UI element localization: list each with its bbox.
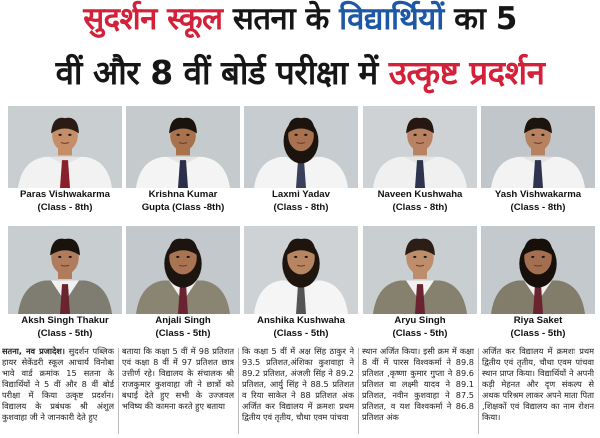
student-name: Laxmi Yadav	[272, 189, 330, 200]
article-body	[2, 346, 598, 438]
student-card	[481, 226, 595, 339]
article-dateline: सतना, नव प्रजादेश।	[2, 346, 65, 356]
column-divider	[478, 348, 479, 434]
column-divider	[358, 348, 359, 434]
headline-part: विद्यार्थियों	[339, 1, 455, 37]
student-class: (Class - 8th)	[37, 201, 93, 213]
student-card	[363, 106, 477, 213]
student-card	[244, 226, 358, 339]
headline-part: वीं और 8 वीं बोर्ड परीक्षा में	[55, 53, 389, 92]
student-class: Gupta (Class -8th)	[141, 201, 225, 213]
student-name: Anjali Singh	[155, 315, 211, 326]
student-photo	[244, 226, 358, 314]
article-column-2: बताया कि कक्षा 5 वीं में 98 प्रतिशत एवं कक्षा 8 वीं में 97 प्रतिशत छात्र उत्तीर्ण रहे। विद्यालय के संचालक श्री राजकुमार कुशवाहा जी ने छात्रों को बधाई देते हुए सभी के उज्जवल भविष्य की कामना करते हुए बताया	[122, 346, 234, 411]
student-photo	[126, 226, 240, 314]
headline-part: उत्कृष्ट प्रदर्शन	[388, 53, 545, 92]
student-class: (Class - 8th)	[392, 201, 448, 213]
article-column-3: कि कक्षा 5 वीं में अक्ष सिंह ठाकुर ने 93.5 प्रतिशत,अंशिका कुशवाहा ने 89.2 प्रतिशत, अंजली सिंह ने 89.2 प्रतिशत, आर्यु सिंह ने 88.5 प्रतिशत व रिया साकेत ने 88 प्रतिशत अंक अर्जित कर विद्यालय में क्रमशः प्रथम द्वितीय एवं तृतीय, चौथा एवम पांचवा	[242, 346, 354, 422]
article-column-1	[2, 346, 114, 438]
student-portrait-illustration	[8, 226, 122, 314]
student-portrait-illustration	[481, 106, 595, 188]
student-name: Krishna Kumar	[148, 189, 218, 200]
student-class: (Class - 5th)	[37, 327, 93, 339]
student-card	[8, 226, 122, 339]
student-portrait-illustration	[126, 226, 240, 314]
student-portrait-illustration	[244, 106, 358, 188]
headline-line-2	[0, 53, 600, 92]
student-portrait-illustration	[481, 226, 595, 314]
student-card	[126, 106, 240, 213]
student-class: (Class - 5th)	[273, 327, 329, 339]
student-portrait-illustration	[8, 106, 122, 188]
article-column-4: स्थान अर्जित किया। इसी क्रम में कक्षा 8 वीं में पारस विश्वकर्मा ने 89.8 प्रतिशत ,कृष्णा कुमार गुप्ता ने 89.6 प्रतिशत वा लक्ष्मी यादव ने 89.1 प्रतिशत, नवीन कुशवाहा ने 87.5 प्रतिशत, व यश विश्वकर्मा ने 86.8 प्रतिशत अंक	[362, 346, 474, 422]
student-portrait-illustration	[363, 226, 477, 314]
headline-line-1	[0, 1, 600, 37]
student-photo	[363, 106, 477, 188]
student-name: Anshika Kushwaha	[257, 315, 345, 326]
headline	[0, 0, 600, 104]
column-divider	[238, 348, 239, 434]
article-text: सुदर्शन पब्लिक हायर सेकेंडरी स्कूल आचार्य विनोबा भावे वार्ड क्रमांक 15 सतना के विद्यार्थियों ने 5 वीं और 8 वीं बोर्ड परीक्षा में किया उत्कृष्ट प्रदर्शन। विद्यालय के प्रबंधक श्री अंशुल कुशवाहा जी ने जानकारी देते हुए	[2, 346, 114, 422]
headline-part: का 5	[454, 1, 517, 37]
headline-part: सुदर्शन स्कूल	[83, 1, 233, 37]
student-photo	[8, 226, 122, 314]
student-photo	[244, 106, 358, 188]
student-class: (Class - 8th)	[273, 201, 329, 213]
student-class: (Class - 8th)	[510, 201, 566, 213]
column-divider	[118, 348, 119, 434]
student-portrait-illustration	[244, 226, 358, 314]
student-portrait-illustration	[126, 106, 240, 188]
student-card	[363, 226, 477, 339]
student-card	[126, 226, 240, 339]
student-class: (Class - 5th)	[155, 327, 211, 339]
student-name: Aksh Singh Thakur	[21, 315, 109, 326]
student-photo	[363, 226, 477, 314]
student-photo	[481, 106, 595, 188]
student-card	[244, 106, 358, 213]
student-name: Riya Saket	[513, 315, 563, 326]
student-card	[481, 106, 595, 213]
photo-row-class-8	[0, 106, 600, 226]
student-portrait-illustration	[363, 106, 477, 188]
headline-part: सतना के	[232, 1, 340, 37]
photo-row-class-5	[0, 226, 600, 346]
student-card	[8, 106, 122, 213]
student-name: Naveen Kushwaha	[377, 189, 463, 200]
student-photo	[126, 106, 240, 188]
student-class: (Class - 5th)	[510, 327, 566, 339]
student-photo	[8, 106, 122, 188]
student-name: Aryu Singh	[394, 315, 446, 326]
article-column-5: अर्जित कर विद्यालय में क्रमशः प्रथम द्वितीय एवं तृतीय, चौथा एवम पांचवा स्थान प्राप्त किया। विद्यार्थियों ने अपनी कड़ी मेहनत और दृण संकल्प से अथक परिश्रम लाकर अपने माता पिता ,शिक्षकों एवं विद्यालय का नाम रोशन किया।	[482, 346, 594, 422]
student-photo	[481, 226, 595, 314]
student-name: Yash Vishwakarma	[494, 189, 582, 200]
student-name: Paras Vishwakarma	[20, 189, 110, 200]
student-class: (Class - 5th)	[392, 327, 448, 339]
